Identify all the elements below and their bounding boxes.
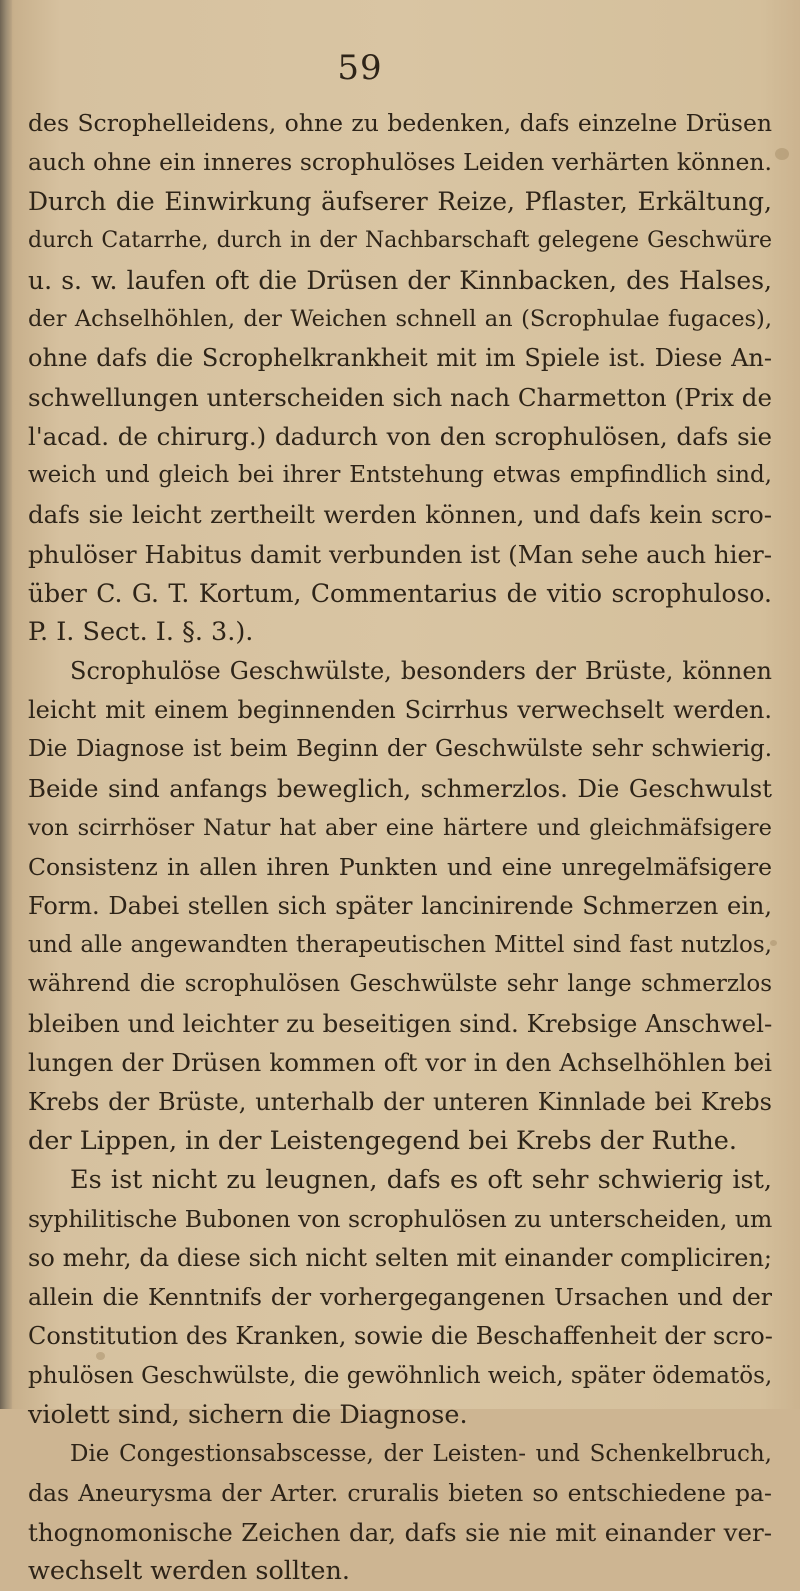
text-line: Consistenz in allen ihren Punkten und eine unregelmäfsigere xyxy=(28,852,772,881)
text-line: bleiben und leichter zu beseitigen sind. Krebsige Anschwel- xyxy=(28,1009,773,1039)
page-gutter xyxy=(0,0,12,1409)
text-line: während die scrophulösen Geschwülste sehr lange schmerzlos xyxy=(28,971,772,998)
text-line: lungen der Drüsen kommen oft vor in den Achselhöhlen bei xyxy=(28,1048,772,1078)
text-line: das Aneurysma der Arter. cruralis bieten so entschiedene pa- xyxy=(28,1478,772,1507)
text-line: phulösen Geschwülste, die gewöhnlich weich, später ödematös, xyxy=(28,1362,773,1389)
paragraph-start-line: Die Congestionsabscesse, der Leisten- und Schenkelbruch, xyxy=(70,1440,772,1467)
text-line: schwellungen unterscheiden sich nach Charmetton (Prix de xyxy=(28,382,772,412)
text-line: violett sind, sichern die Diagnose. xyxy=(28,1399,468,1430)
text-line: von scirrhöser Natur hat aber eine härtere und gleichmäfsigere xyxy=(28,814,772,841)
text-line: Krebs der Brüste, unterhalb der unteren Kinnlade bei Krebs xyxy=(28,1087,772,1116)
text-line: u. s. w. laufen oft die Drüsen der Kinnbacken, des Halses, xyxy=(28,265,772,295)
text-line: so mehr, da diese sich nicht selten mit einander compliciren; xyxy=(28,1244,772,1273)
text-line: Beide sind anfangs beweglich, schmerzlos. Die Geschwulst xyxy=(28,774,772,804)
text-line: Durch die Einwirkung äufserer Reize, Pflaster, Erkältung, xyxy=(28,187,772,217)
text-line: ohne dafs die Scrophelkrankheit mit im Spiele ist. Diese An- xyxy=(28,343,772,372)
text-line: Die Diagnose ist beim Beginn der Geschwülste sehr schwierig. xyxy=(28,736,772,763)
paragraph-start-line: Scrophulöse Geschwülste, besonders der Brüste, können xyxy=(70,656,772,685)
text-line: durch Catarrhe, durch in der Nachbarschaft gelegene Geschwüre xyxy=(28,228,772,254)
text-line: wechselt werden sollten. xyxy=(28,1556,350,1587)
text-line: weich und gleich bei ihrer Entstehung etwas empfindlich sind, xyxy=(28,462,772,489)
text-line: der Lippen, in der Leistengegend bei Krebs der Ruthe. xyxy=(28,1125,737,1156)
text-line: allein die Kenntnifs der vorhergegangenen Ursachen und der xyxy=(28,1283,772,1312)
text-line: der Achselhöhlen, der Weichen schnell an (Scrophulae fugaces), xyxy=(28,305,772,332)
text-line: über C. G. T. Kortum, Commentarius de vitio scrophuloso. xyxy=(28,578,772,608)
text-line: leicht mit einem beginnenden Scirrhus verwechselt werden. xyxy=(28,696,772,725)
text-line: syphilitische Bubonen von scrophulösen zu unterscheiden, um xyxy=(28,1204,773,1233)
page-number: 59 xyxy=(337,48,383,88)
paper-stain xyxy=(775,148,789,160)
text-line: und alle angewandten therapeutischen Mittel sind fast nutzlos, xyxy=(28,931,772,958)
text-line: auch ohne ein inneres scrophulöses Leiden verhärten können. xyxy=(28,148,772,177)
text-line: dafs sie leicht zertheilt werden können, und dafs kein scro- xyxy=(28,500,772,530)
text-line: Constitution des Kranken, sowie die Beschaffenheit der scro- xyxy=(28,1322,773,1351)
text-line: phulöser Habitus damit verbunden ist (Man sehe auch hier- xyxy=(28,539,772,569)
body-text xyxy=(28,104,772,1591)
text-line: Form. Dabei stellen sich später lancinirende Schmerzen ein, xyxy=(28,891,772,920)
text-line: l'acad. de chirurg.) dadurch von den scrophulösen, dafs sie xyxy=(28,422,772,452)
text-line: thognomonische Zeichen dar, dafs sie nie mit einander ver- xyxy=(28,1518,772,1548)
text-line: des Scrophelleidens, ohne zu bedenken, dafs einzelne Drüsen xyxy=(28,109,772,137)
paragraph-start-line: Es ist nicht zu leugnen, dafs es oft sehr schwierig ist, xyxy=(70,1164,772,1195)
text-line: P. I. Sect. I. §. 3.). xyxy=(28,616,254,647)
